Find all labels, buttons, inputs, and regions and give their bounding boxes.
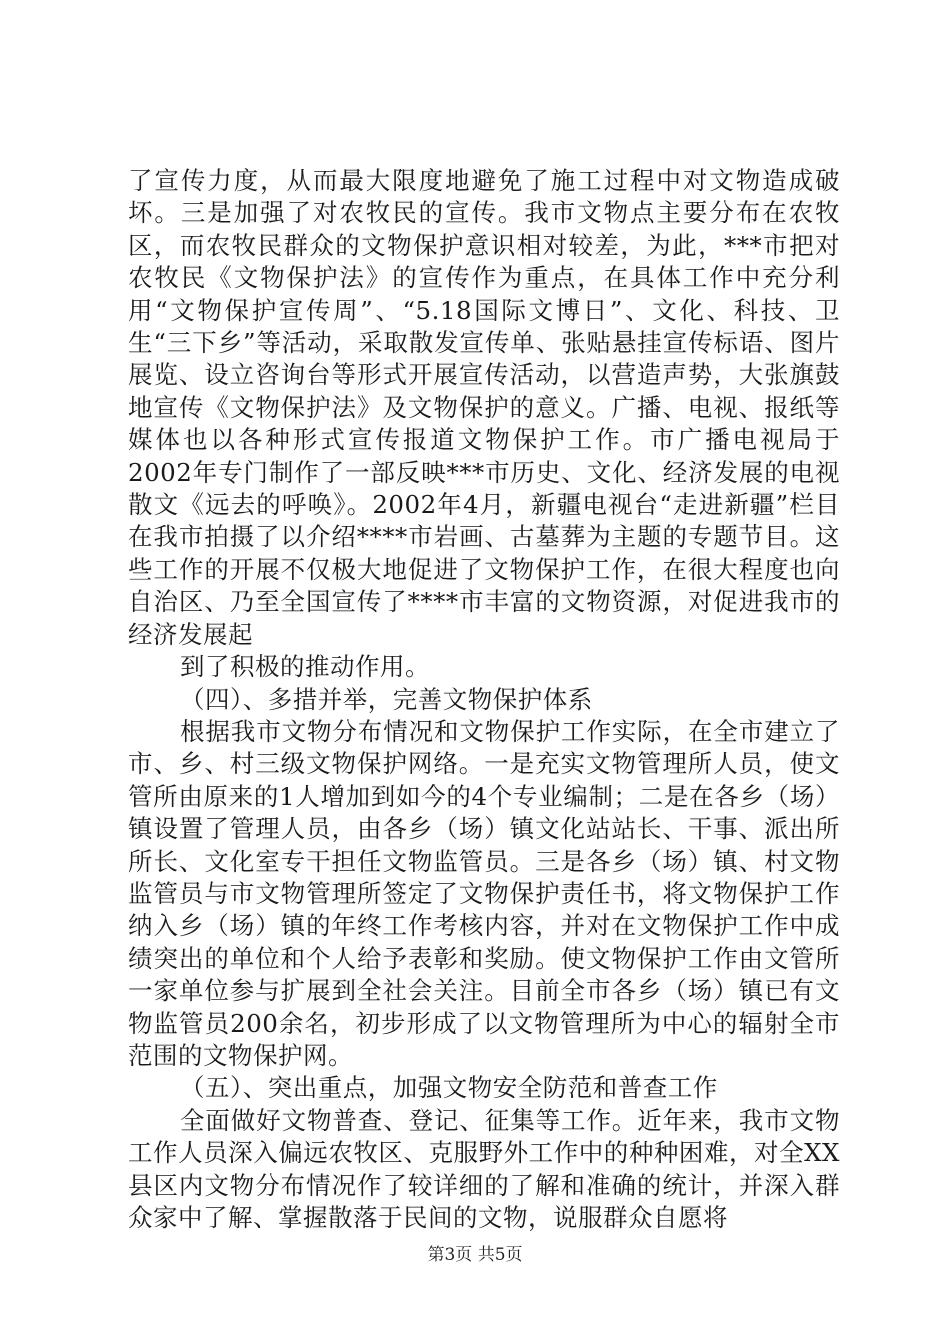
paragraph-protection-network: 根据我市文物分布情况和文物保护工作实际，在全市建立了市、乡、村三级文物保护网络。一是充实文物管理所人员，使文管所由原来的1人增加到如今的4个专业编制；二是在各乡（场）镇设置了管理人员，由各乡（场）镇文化站站长、干事、派出所所长、文化室专干担任文物监管员。三是各乡（场）镇、村文物监管员与市文物管理所签定了文物保护责任书，将文物保护工作纳入乡（场）镇的年终工作考核内容，并对在文物保护工作中成绩突出的单位和个人给予表彰和奖励。使文物保护工作由文管所一家单位参与扩展到全社会关注。目前全市各乡（场）镇已有文物监管员200余名，初步形成了以文物管理所为中心的辐射全市范围的文物保护网。 xyxy=(128,716,840,1070)
section-heading-5: （五）、突出重点，加强文物安全防范和普查工作 xyxy=(180,1073,718,1103)
paragraph-census-work: 全面做好文物普查、登记、征集等工作。近年来，我市文物工作人员深入偏远农牧区、克服野外工作中的种种困难，对全XX县区内文物分布情况作了较详细的了解和准确的统计，并深入群众家中了解、掌握散落于民间的文物，说服群众自愿将 xyxy=(128,1105,840,1232)
paragraph-publicity-ending: 到了积极的推动作用。 xyxy=(180,652,430,682)
section-heading-4: （四）、多措并举，完善文物保护体系 xyxy=(180,684,593,714)
document-body xyxy=(128,165,840,1234)
paragraph-publicity-continued: 了宣传力度，从而最大限度地避免了施工过程中对文物造成破坏。三是加强了对农牧民的宣传。我市文物点主要分布在农牧区，而农牧民群众的文物保护意识相对较差，为此，***市把对农牧民《文物保护法》的宣传作为重点，在具体工作中充分利用“文物保护宣传周”、“5.18国际文博日”、文化、科技、卫生“三下乡”等活动，采取散发宣传单、张贴悬挂宣传标语、图片展览、设立咨询台等形式开展宣传活动，以营造声势，大张旗鼓地宣传《文物保护法》及文物保护的意义。广播、电视、报纸等媒体也以各种形式宣传报道文物保护工作。市广播电视局于2002年专门制作了一部反映***市历史、文化、经济发展的电视散文《远去的呼唤》。2002年4月，新疆电视台“走进新疆”栏目在我市拍摄了以介绍****市岩画、古墓葬为主题的专题节目。这些工作的开展不仅极大地促进了文物保护工作，在很大程度也向自治区、乃至全国宣传了****市丰富的文物资源，对促进我市的经济发展起 xyxy=(128,166,840,649)
page-number-footer: 第3页 共5页 xyxy=(427,1245,523,1265)
